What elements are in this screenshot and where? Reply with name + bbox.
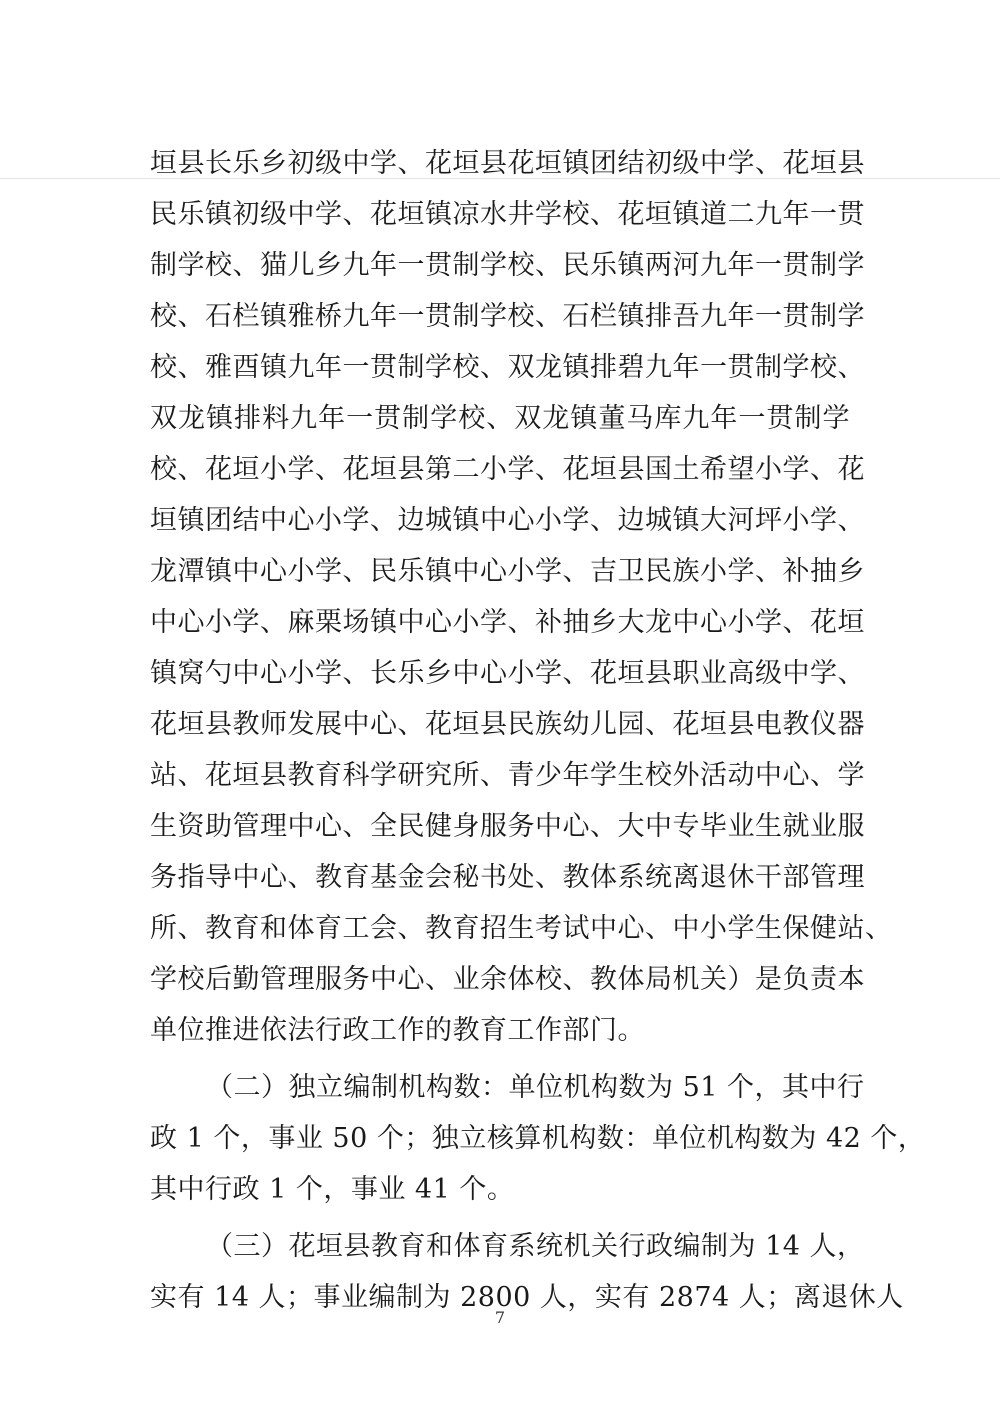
text-line: 双龙镇排料九年一贯制学校、双龙镇董马库九年一贯制学 xyxy=(150,403,850,434)
text-line: 制学校、猫儿乡九年一贯制学校、民乐镇两河九年一贯制学 xyxy=(150,250,865,281)
paragraph-2 xyxy=(150,1062,926,1215)
text-line: 其中行政 1 个，事业 41 个。 xyxy=(150,1174,515,1205)
text-line: 所、教育和体育工会、教育招生考试中心、中小学生保健站、 xyxy=(150,913,893,944)
text-line: 校、花垣小学、花垣县第二小学、花垣县国土希望小学、花 xyxy=(150,454,865,485)
text-line: 民乐镇初级中学、花垣镇凉水井学校、花垣镇道二九年一贯 xyxy=(150,199,865,230)
text-line: 龙潭镇中心小学、民乐镇中心小学、吉卫民族小学、补抽乡 xyxy=(150,556,865,587)
text-line: 站、花垣县教育科学研究所、青少年学生校外活动中心、学 xyxy=(150,760,865,791)
text-line: 镇窝勺中心小学、长乐乡中心小学、花垣县职业高级中学、 xyxy=(150,658,865,689)
text-line: 生资助管理中心、全民健身服务中心、大中专毕业生就业服 xyxy=(150,811,865,842)
text-line: 垣县长乐乡初级中学、花垣县花垣镇团结初级中学、花垣县 xyxy=(150,148,865,179)
document-body xyxy=(150,138,926,1323)
text-line: 实有 14 人；事业编制为 2800 人，实有 2874 人；离退休人 xyxy=(150,1282,904,1313)
text-line: 垣镇团结中心小学、边城镇中心小学、边城镇大河坪小学、 xyxy=(150,505,865,536)
text-line: 花垣县教师发展中心、花垣县民族幼儿园、花垣县电教仪器 xyxy=(150,709,865,740)
text-line: 务指导中心、教育基金会秘书处、教体系统离退休干部管理 xyxy=(150,862,865,893)
text-line: （三）花垣县教育和体育系统机关行政编制为 14 人， xyxy=(206,1231,865,1262)
text-line: 校、石栏镇雅桥九年一贯制学校、石栏镇排吾九年一贯制学 xyxy=(150,301,865,332)
page-number: 7 xyxy=(494,1308,506,1327)
text-line: 单位推进依法行政工作的教育工作部门。 xyxy=(150,1015,645,1046)
text-line: 中心小学、麻栗场镇中心小学、补抽乡大龙中心小学、花垣 xyxy=(150,607,865,638)
text-line: 政 1 个，事业 50 个；独立核算机构数：单位机构数为 42 个， xyxy=(150,1123,926,1154)
text-line: （二）独立编制机构数：单位机构数为 51 个，其中行 xyxy=(206,1072,865,1103)
paragraph-1 xyxy=(150,138,893,1056)
text-line: 学校后勤管理服务中心、业余体校、教体局机关）是负责本 xyxy=(150,964,865,995)
text-line: 校、雅酉镇九年一贯制学校、双龙镇排碧九年一贯制学校、 xyxy=(150,352,865,383)
